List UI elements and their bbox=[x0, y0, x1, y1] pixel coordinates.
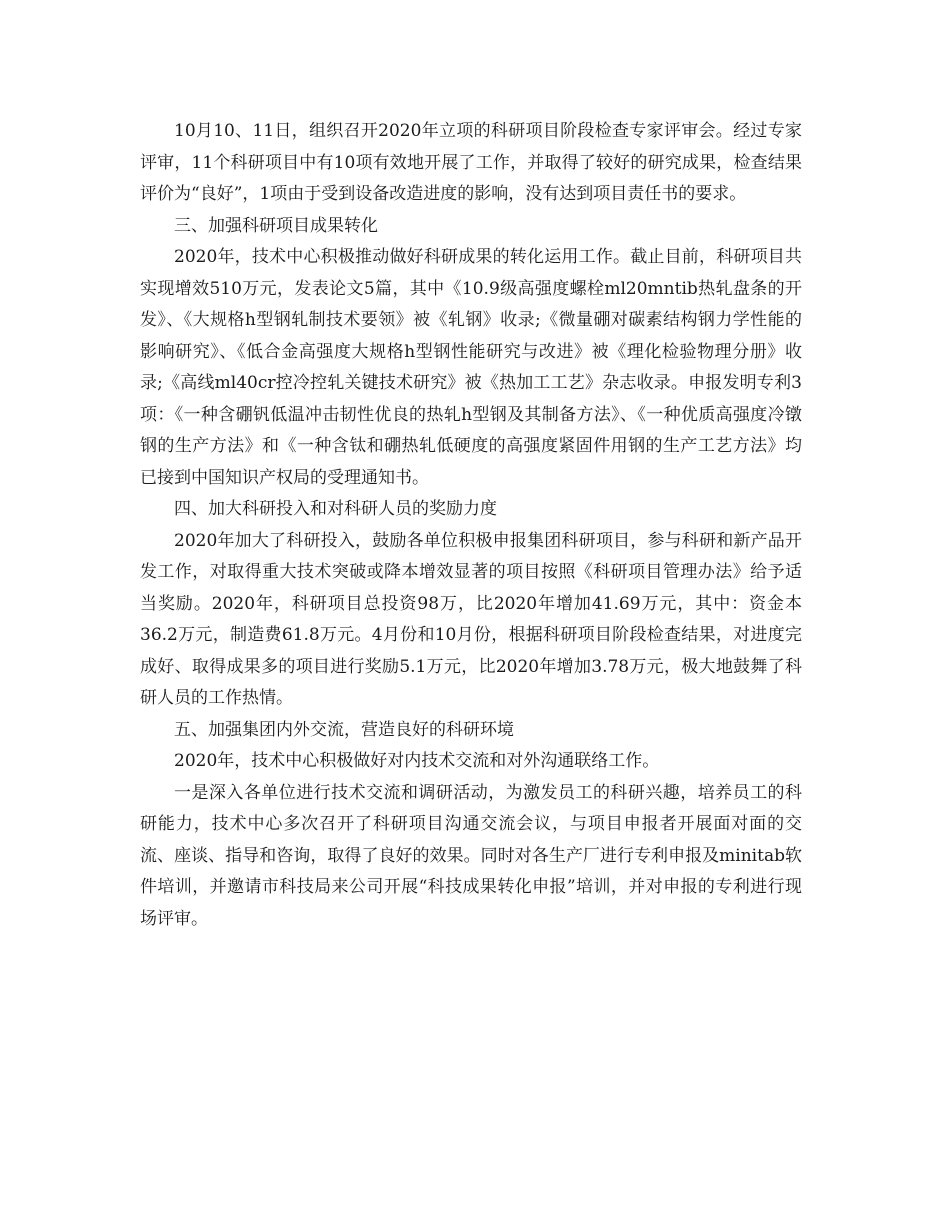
paragraph-investment-rewards: 2020年加大了科研投入，鼓励各单位积极申报集团科研项目，参与科研和新产品开发工作，对取得重大技术突破或降本增效显著的项目按照《科研项目管理办法》给予适当奖励。2020年，科研项目总投资98万，比2020年增加41.69万元，其中：资金本36.2万元，制造费61.8万元。4月份和10月份，根据科研项目阶段检查结果，对进度完成好、取得成果多的项目进行奖励5.1万元，比2020年增加3.78万元，极大地鼓舞了科研人员的工作热情。 bbox=[140, 530, 802, 708]
paragraph-technical-exchange: 一是深入各单位进行技术交流和调研活动，为激发员工的科研兴趣，培养员工的科研能力，技术中心多次召开了科研项目沟通交流会议，与项目申报者开展面对面的交流、座谈、指导和咨询，取得了良好的效果。同时对各生产厂进行专利申报及minitab软件培训，并邀请市科技局来公司开展“科技成果转化申报”培训，并对申报的专利进行现场评审。 bbox=[140, 782, 802, 929]
paragraph-achievement-transfer: 2020年，技术中心积极推动做好科研成果的转化运用工作。截止目前，科研项目共实现增效510万元，发表论文5篇，其中《10.9级高强度螺栓ml20mntib热轧盘条的开发》、《大规格h型钢轧制技术要领》被《轧钢》收录;《微量硼对碳素结构钢力学性能的影响研究》、《低合金高强度大规格h型钢性能研究与改进》被《理化检验物理分册》收录;《高线ml40cr控冷控轧关键技术研究》被《热加工工艺》杂志收录。申报发明专利3项：《一种含硼钒低温冲击韧性优良的热轧h型钢及其制备方法》、《一种优质高强度冷镦钢的生产方法》和《一种含钛和硼热轧低硬度的高强度紧固件用钢的生产工艺方法》均已接到中国知识产权局的受理通知书。 bbox=[140, 247, 802, 488]
document-body bbox=[140, 116, 802, 935]
section-heading-3: 三、加强科研项目成果转化 bbox=[174, 215, 378, 236]
section-heading-4: 四、加大科研投入和对科研人员的奖励力度 bbox=[174, 499, 497, 519]
paragraph-review-meeting: 10月10、11日，组织召开2020年立项的科研项目阶段检查专家评审会。经过专家评审，11个科研项目中有10项有效地开展了工作，并取得了较好的研究成果，检查结果评价为“良好”，1项由于受到设备改造进度的影响，没有达到项目责任书的要求。 bbox=[140, 121, 802, 204]
paragraph-communication-intro: 2020年，技术中心积极做好对内技术交流和对外沟通联络工作。 bbox=[174, 751, 660, 771]
section-heading-5: 五、加强集团内外交流，营造良好的科研环境 bbox=[174, 719, 514, 740]
